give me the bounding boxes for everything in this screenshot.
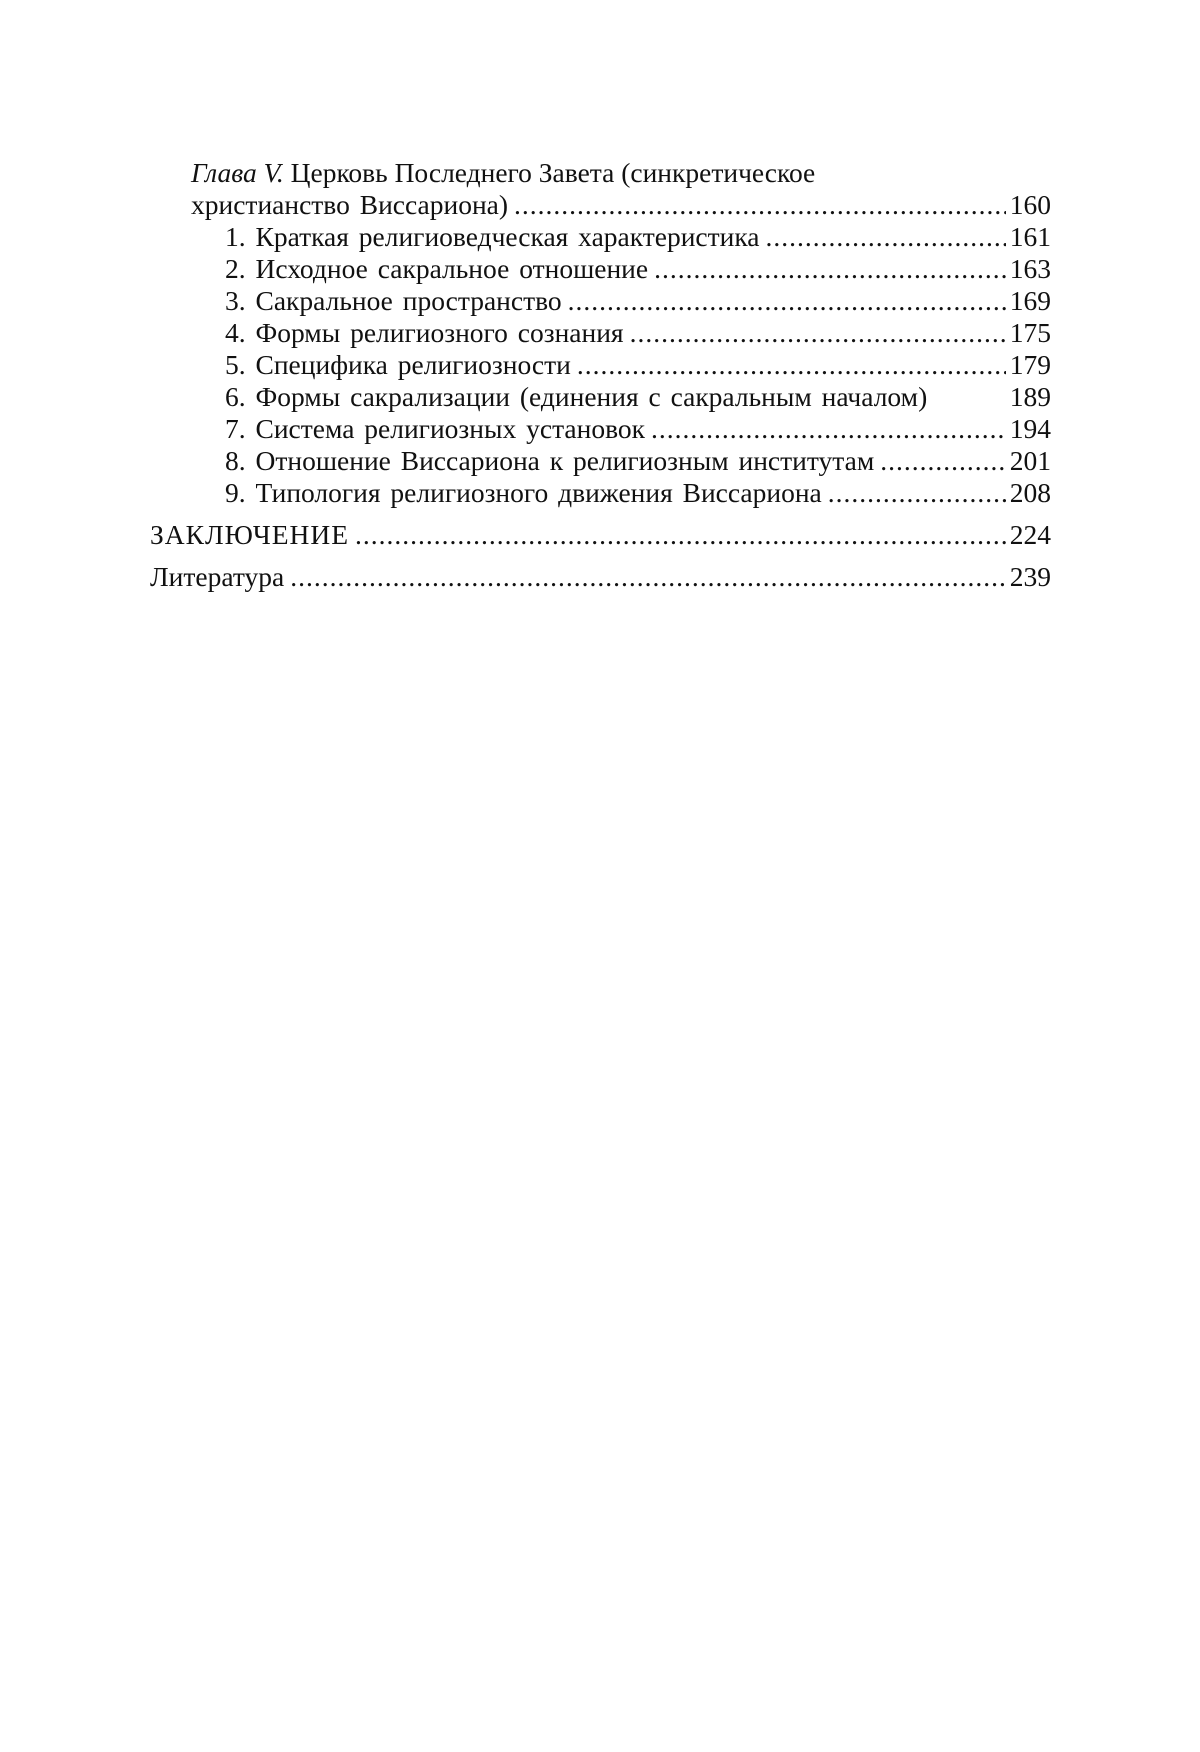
toc-section-4[interactable]	[150, 317, 1051, 349]
dot-leader	[514, 189, 1006, 221]
section-page-number: 169	[1009, 285, 1051, 316]
section-page-number: 189	[1009, 381, 1051, 412]
section-title: 1. Краткая религиоведческая характеристика	[225, 221, 760, 252]
section-title: 9. Типология религиозного движения Виссариона	[225, 477, 822, 508]
dot-leader	[568, 285, 1006, 317]
dot-leader	[880, 445, 1006, 477]
toc-section-3[interactable]	[150, 285, 1051, 317]
toc-section-8[interactable]	[150, 445, 1051, 477]
section-title: 3. Сакральное пространство	[225, 285, 562, 316]
section-page-number: 179	[1009, 349, 1051, 380]
conclusion-title: ЗАКЛЮЧЕНИЕ	[150, 519, 350, 550]
section-page-number: 175	[1009, 317, 1051, 348]
section-page-number: 208	[1009, 477, 1051, 508]
chapter-page-number: 160	[1009, 189, 1051, 220]
toc-section-9[interactable]	[150, 477, 1051, 509]
dot-leader	[651, 413, 1006, 445]
literature-title: Литература	[150, 561, 285, 592]
table-of-contents	[150, 157, 1051, 593]
toc-literature[interactable]	[150, 561, 1051, 593]
chapter-heading	[150, 157, 1051, 189]
dot-leader	[355, 519, 1006, 551]
section-title: 4. Формы религиозного сознания	[225, 317, 624, 348]
chapter-title-line1: Церковь Последнего Завета (синкретическое	[290, 157, 816, 188]
dot-leader	[290, 561, 1006, 593]
section-page-number: 201	[1009, 445, 1051, 476]
literature-page-number: 239	[1009, 561, 1051, 592]
section-title: 8. Отношение Виссариона к религиозным институтам	[225, 445, 875, 476]
chapter-label: Глава V.	[191, 157, 284, 188]
dot-leader	[766, 221, 1006, 253]
toc-section-2[interactable]	[150, 253, 1051, 285]
section-page-number: 194	[1009, 413, 1051, 444]
toc-section-7[interactable]	[150, 413, 1051, 445]
section-title: 5. Специфика религиозности	[225, 349, 571, 380]
toc-section-6[interactable]	[150, 381, 1051, 413]
dot-leader	[654, 253, 1006, 285]
section-title: 7. Система религиозных установок	[225, 413, 645, 444]
section-title: 6. Формы сакрализации (единения с сакральным началом)	[225, 381, 928, 412]
dot-leader	[828, 477, 1006, 509]
chapter-title-line2: христианство Виссариона)	[191, 189, 509, 220]
conclusion-page-number: 224	[1009, 519, 1051, 550]
chapter-entry[interactable]	[150, 189, 1051, 221]
dot-leader	[577, 349, 1006, 381]
toc-conclusion[interactable]	[150, 519, 1051, 551]
dot-leader	[630, 317, 1006, 349]
section-page-number: 163	[1009, 253, 1051, 284]
section-page-number: 161	[1009, 221, 1051, 252]
toc-section-5[interactable]	[150, 349, 1051, 381]
section-title: 2. Исходное сакральное отношение	[225, 253, 649, 284]
toc-section-1[interactable]	[150, 221, 1051, 253]
